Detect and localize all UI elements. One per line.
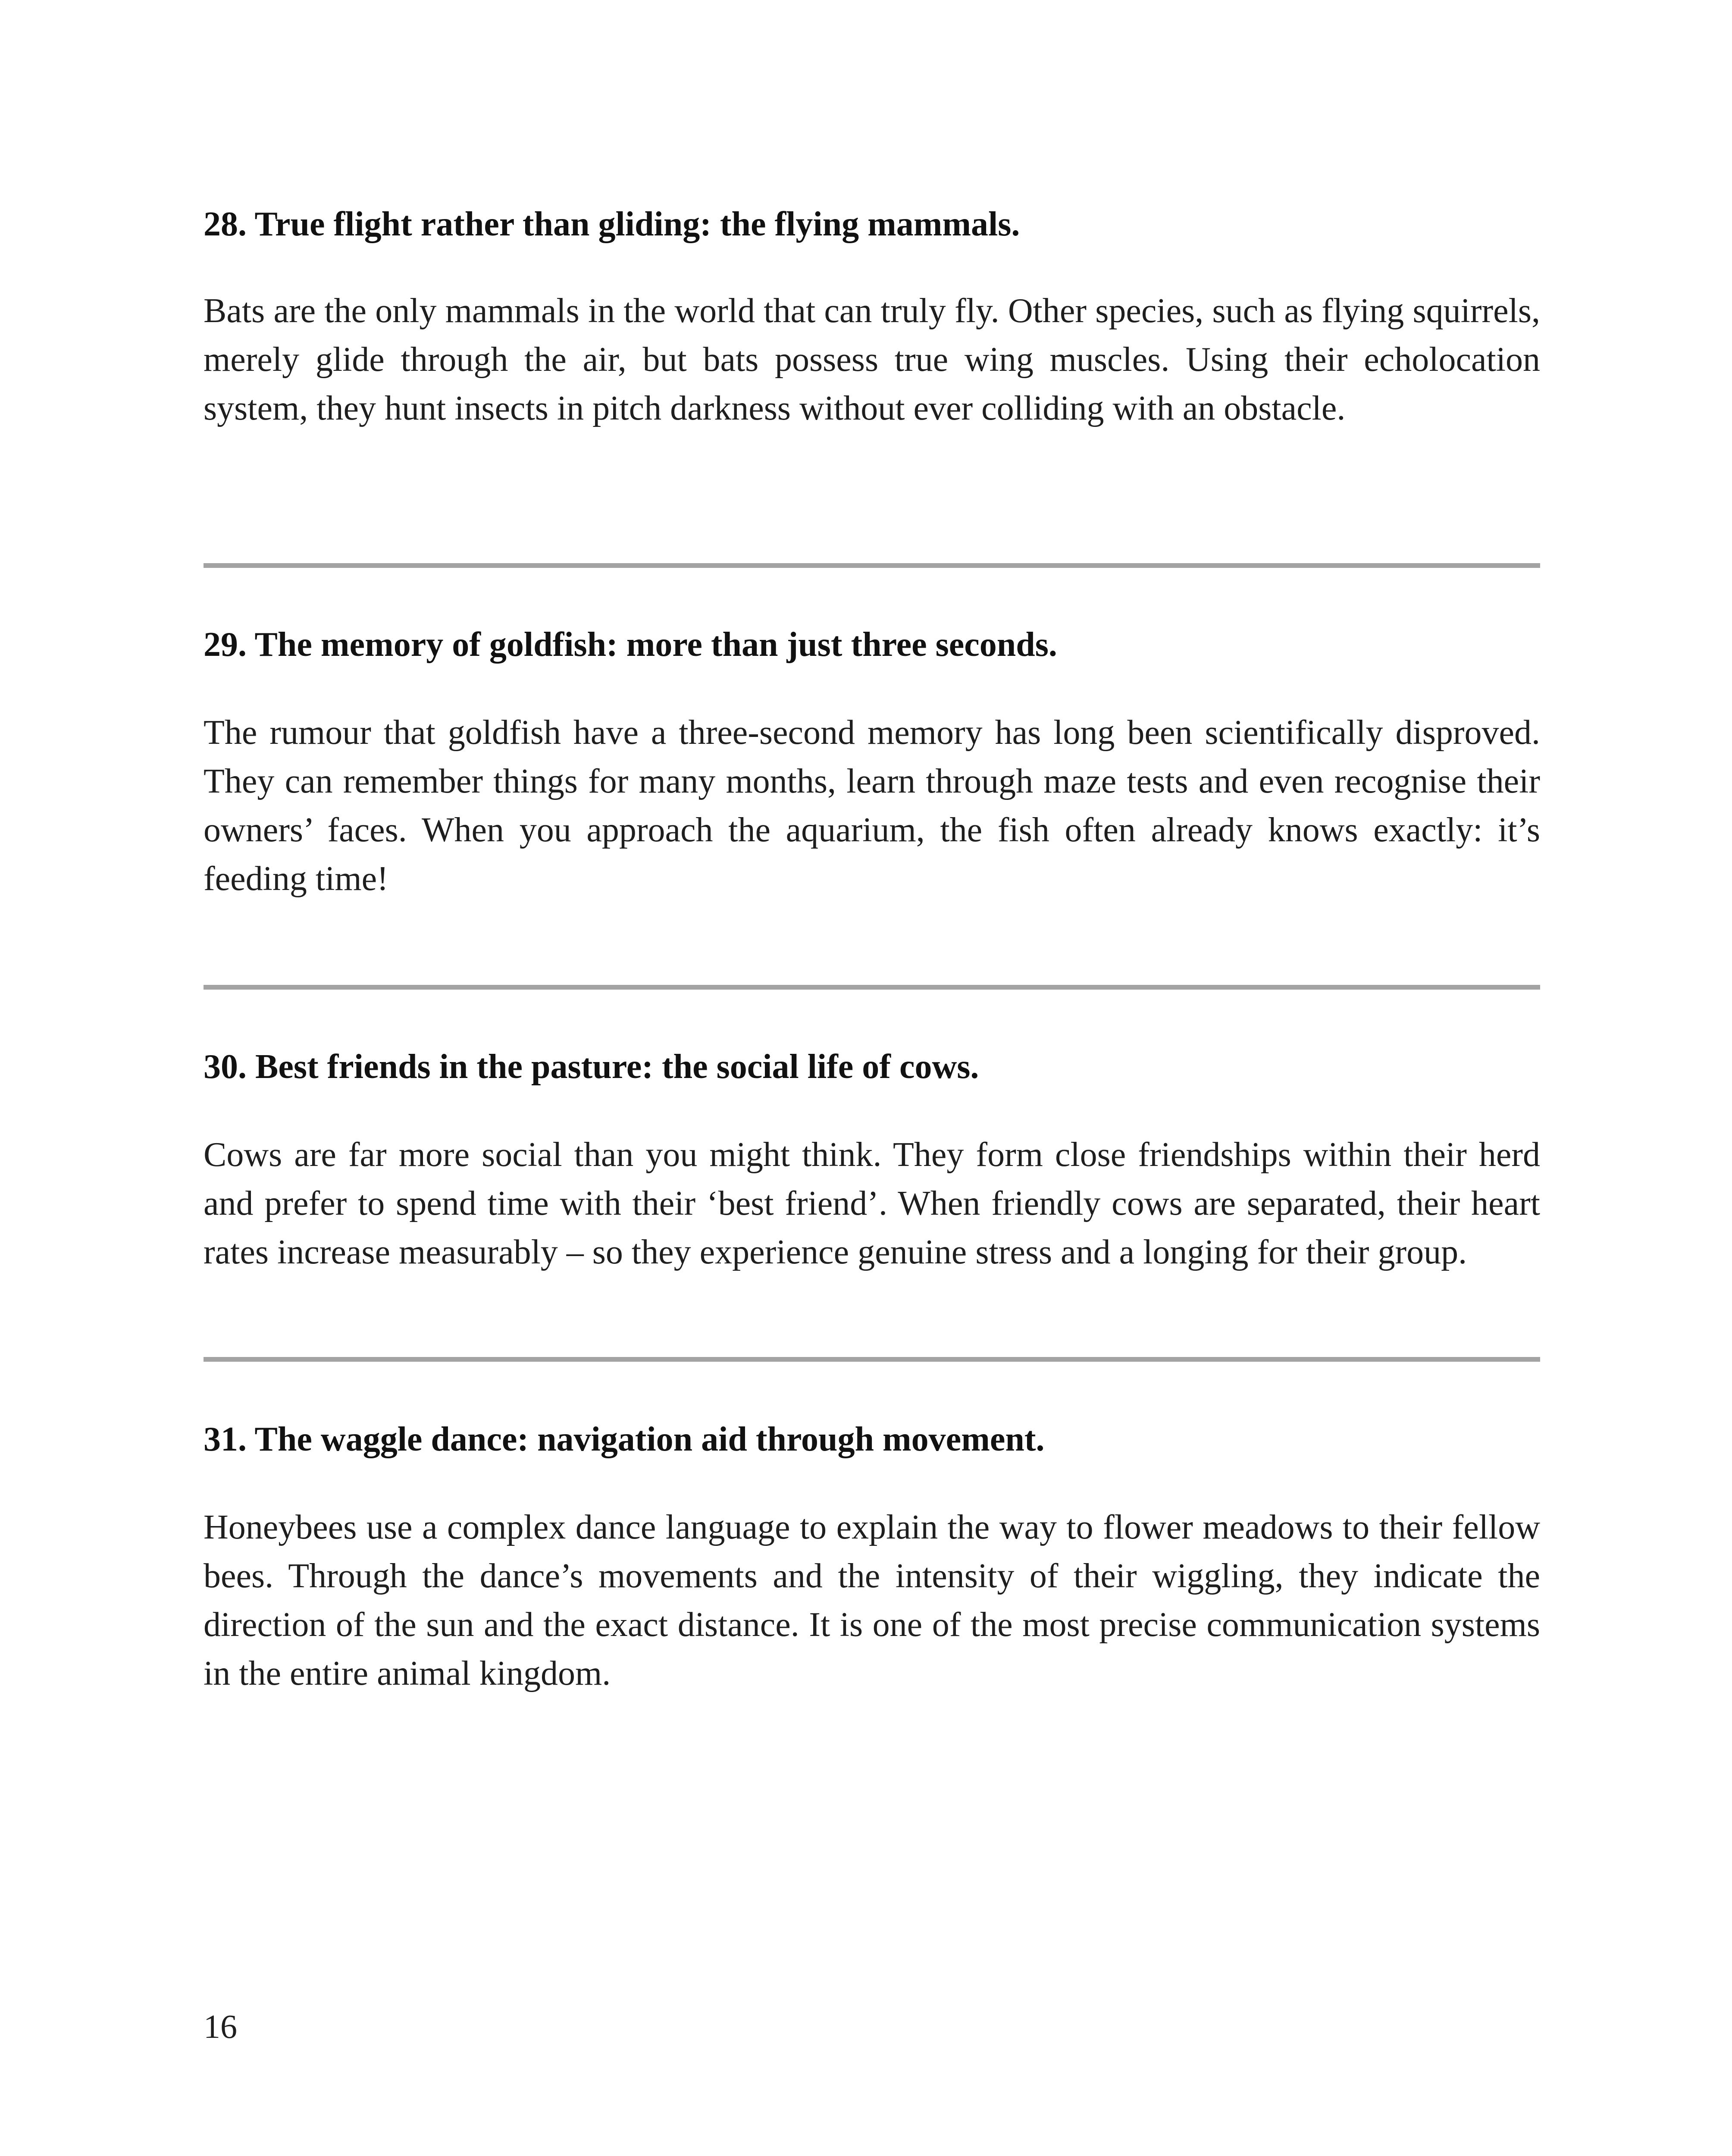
section-heading: 30. Best friends in the pasture: the social life of cows. bbox=[204, 1048, 979, 1086]
page-number: 16 bbox=[204, 2008, 237, 2045]
section-divider bbox=[204, 563, 1540, 568]
fact-section-28 bbox=[204, 203, 1540, 433]
section-body: Cows are far more social than you might think. They form close friendships within their herd and prefer to spend time with their ‘best friend’. When friendly cows are separated, their heart rates increase measurably – so they experience genuine stress and a longing for their group. bbox=[204, 1136, 1540, 1271]
section-heading: 31. The waggle dance: navigation aid through movement. bbox=[204, 1420, 1045, 1458]
fact-section-30 bbox=[204, 1045, 1540, 1277]
section-divider bbox=[204, 985, 1540, 990]
section-heading: 29. The memory of goldfish: more than just three seconds. bbox=[204, 626, 1057, 664]
section-body: The rumour that goldfish have a three-second memory has long been scientifically disproved. They can remember things for many months, learn through maze tests and even recognise their owners’ faces. When you approach the aquarium, the fish often already knows exactly: it’s feeding time! bbox=[204, 714, 1540, 898]
fact-section-29 bbox=[204, 623, 1540, 903]
section-heading: 28. True flight rather than gliding: the flying mammals. bbox=[204, 205, 1020, 243]
fact-section-31 bbox=[204, 1418, 1540, 1698]
section-divider bbox=[204, 1357, 1540, 1362]
section-body: Bats are the only mammals in the world that can truly fly. Other species, such as flying squirrels, merely glide through the air, but bats possess true wing muscles. Using their echolocation system, they hunt insects in pitch darkness without ever colliding with an obstacle. bbox=[204, 292, 1540, 427]
section-body: Honeybees use a complex dance language to explain the way to flower meadows to their fellow bees. Through the dance’s movements and the intensity of their wiggling, they indicate the direction of the sun and the exact distance. It is one of the most precise communication systems in the entire animal kingdom. bbox=[204, 1508, 1540, 1692]
